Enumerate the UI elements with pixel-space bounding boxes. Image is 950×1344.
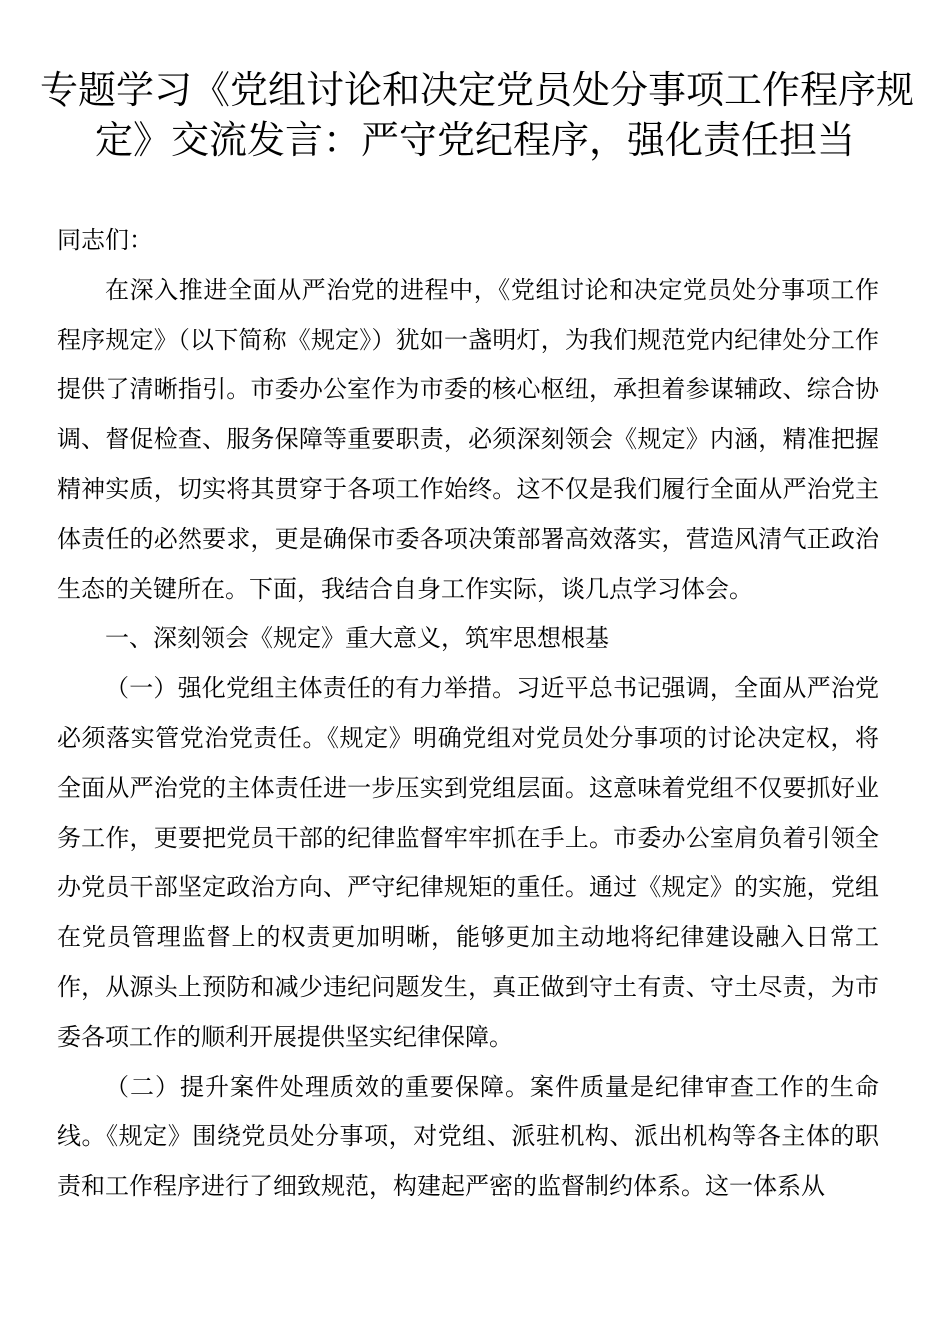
- document-body: [57, 216, 879, 1212]
- paragraph-1-2: （二）提升案件处理质效的重要保障。案件质量是纪律审查工作的生命线。《规定》围绕党员处分事项，对党组、派驻机构、派出机构等各主体的职责和工作程序进行了细致规范，构建起严密的监督制约体系。这一体系从: [57, 1072, 879, 1201]
- document-title-line-1: 专题学习《党组讨论和决定党员处分事项工作程序规: [40, 68, 915, 112]
- salutation: 同志们：: [57, 226, 153, 254]
- paragraph-1-1: （一）强化党组主体责任的有力举措。习近平总书记强调，全面从严治党必须落实管党治党责任。《规定》明确党组对党员处分事项的讨论决定权，将全面从严治党的主体责任进一步压实到党组层面。这意味着党组不仅要抓好业务工作，更要把党员干部的纪律监督牢牢抓在手上。市委办公室肩负着引领全办党员干部坚定政治方向、严守纪律规矩的重任。通过《规定》的实施，党组在党员管理监督上的权责更加明晰，能够更加主动地将纪律建设融入日常工作，从源头上预防和减少违纪问题发生，真正做到守土有责、守土尽责，为市委各项工作的顺利开展提供坚实纪律保障。: [57, 674, 879, 1051]
- section-heading-1: 一、深刻领会《规定》重大意义，筑牢思想根基: [105, 624, 609, 653]
- document-title-line-2: 定》交流发言：严守党纪程序，强化责任担当: [94, 118, 855, 162]
- paragraph-intro: 在深入推进全面从严治党的进程中，《党组讨论和决定党员处分事项工作程序规定》（以下简称《规定》）犹如一盏明灯，为我们规范党内纪律处分工作提供了清晰指引。市委办公室作为市委的核心枢纽，承担着参谋辅政、综合协调、督促检查、服务保障等重要职责，必须深刻领会《规定》内涵，精准把握精神实质，切实将其贯穿于各项工作始终。这不仅是我们履行全面从严治党主体责任的必然要求，更是确保市委各项决策部署高效落实，营造风清气正政治生态的关键所在。下面，我结合自身工作实际，谈几点学习体会。: [57, 275, 879, 603]
